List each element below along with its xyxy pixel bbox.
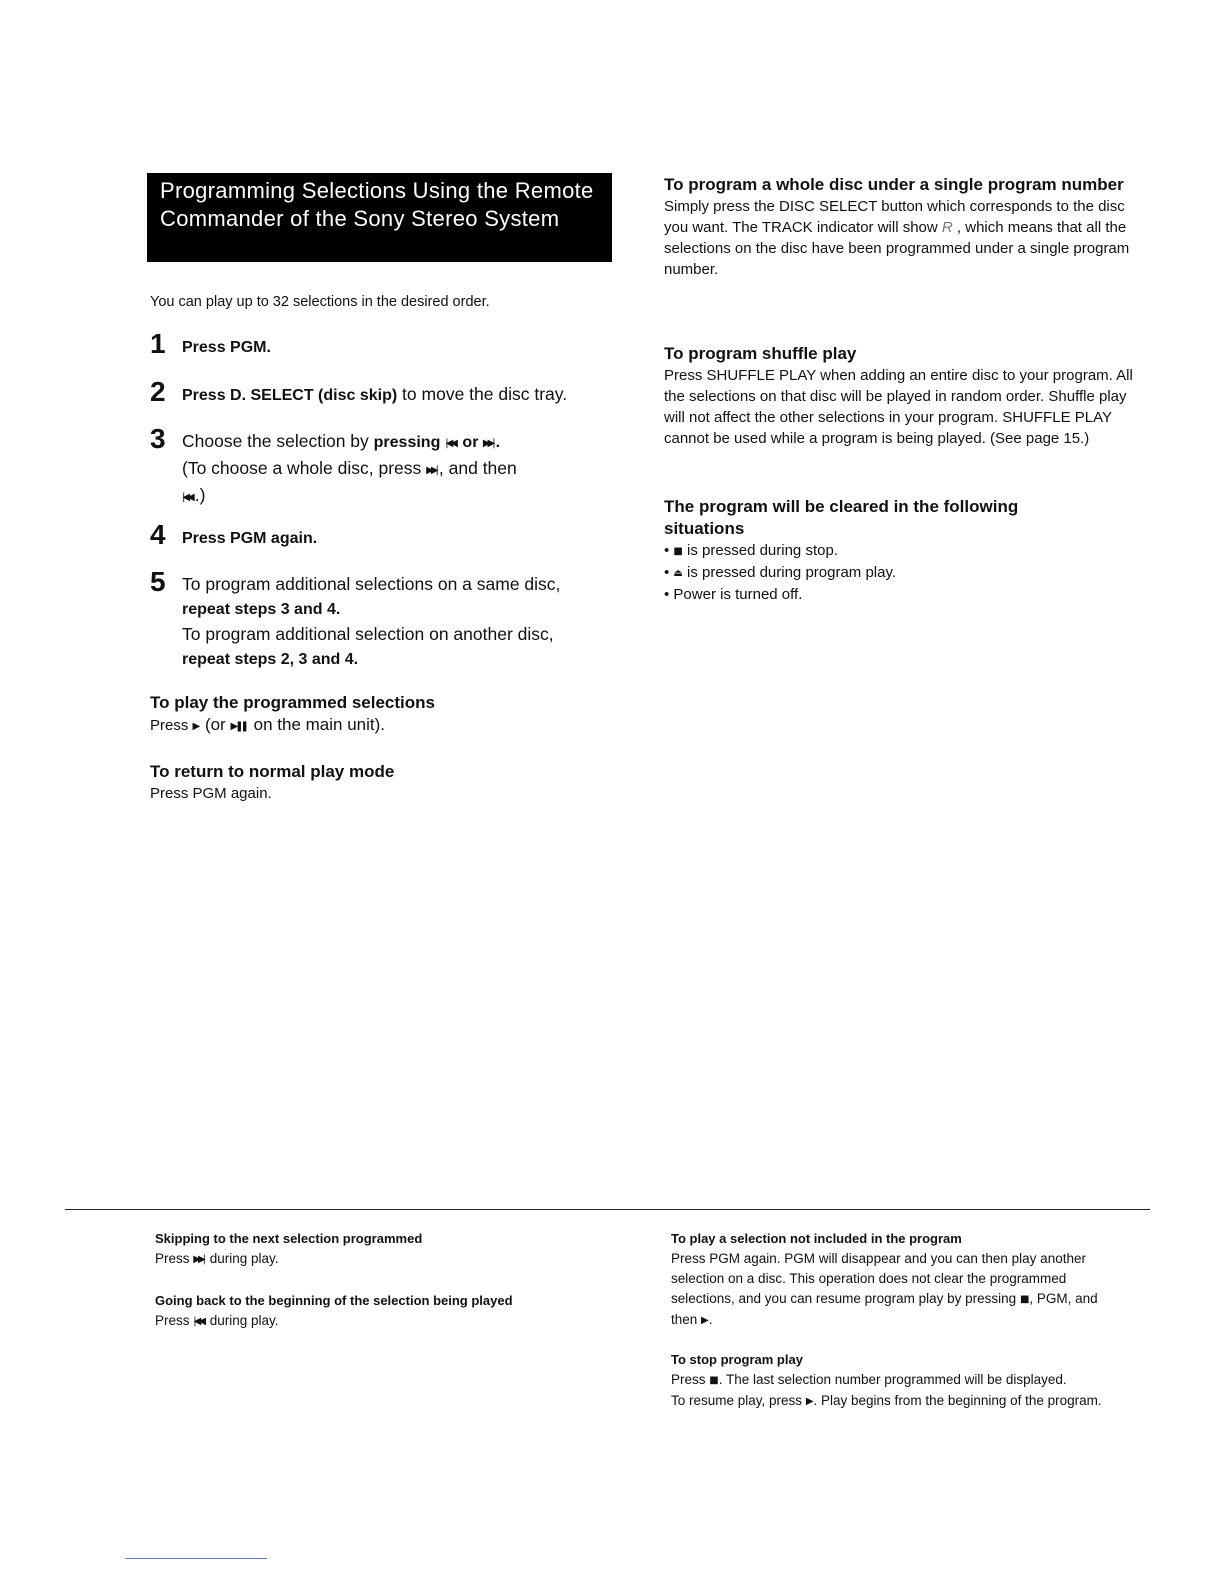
step-number: 2 (150, 376, 166, 407)
step-4 (150, 519, 630, 551)
text: is pressed during program play. (682, 564, 897, 581)
text: . Play begins from the beginning of the program. (813, 1393, 1102, 1408)
text: . (708, 1312, 713, 1327)
text: during play. (206, 1251, 279, 1266)
text: Simply press the DISC SELECT button which corresponds to the disc you want. The TRACK indicator will show (664, 198, 1125, 236)
step-text: .) (194, 485, 206, 505)
step-text: to move the disc tray. (397, 384, 568, 404)
step-text-bold: or (457, 434, 483, 451)
play-icon: ▶ (192, 721, 198, 732)
text: Press (150, 717, 193, 734)
text: on the main unit). (248, 715, 385, 734)
step-text-bold: repeat steps 3 and 4. (182, 601, 341, 618)
previous-track-icon: |◀◀ (182, 492, 192, 503)
step-text: To program additional selection on another disc, (182, 624, 554, 644)
note-heading: Going back to the beginning of the selection being played (155, 1293, 513, 1308)
play-icon: ▶ (701, 1315, 706, 1326)
text: To resume play, press (671, 1393, 806, 1408)
step-text: To program additional selections on a same disc, (182, 574, 561, 594)
step-2 (150, 376, 630, 408)
text: Power is turned off. (673, 586, 803, 603)
text: Press (155, 1251, 194, 1266)
text: Press SHUFFLE PLAY when adding an entire disc to your program. All the selections on that disc will be played in random order. Shuffle play will not affect the other selections in your program. SHUFFLE PLAY cannot be used while a program is being played. (See page 15.) (664, 367, 1133, 447)
footer-line (125, 1558, 267, 1559)
text: during play. (206, 1313, 279, 1328)
play-icon: ▶ (805, 1396, 811, 1407)
whole-disc-section (664, 174, 1139, 280)
next-track-icon: ▶▶| (193, 1254, 204, 1265)
not-included-note (671, 1229, 1121, 1331)
intro-text: You can play up to 32 selections in the desired order. (150, 294, 490, 310)
step-1 (150, 328, 630, 360)
track-indicator-symbol: R (941, 219, 953, 236)
list-item: • ⏏ is pressed during program play. (664, 562, 1084, 584)
step-number: 4 (150, 519, 166, 550)
next-track-icon: ▶▶| (426, 465, 436, 476)
page-title: Programming Selections Using the Remote Commander of the Sony Stereo System (147, 173, 612, 262)
step-text-bold: . (495, 434, 501, 451)
text: , which means that all the selections on the disc have been programmed under a single program number. (664, 219, 1130, 278)
step-number: 1 (150, 328, 166, 359)
play-section (150, 692, 620, 737)
text: Press (671, 1372, 710, 1387)
step-text-bold: repeat steps 2, 3 and 4. (182, 651, 359, 668)
section-heading: To program a whole disc under a single program number (664, 175, 1124, 194)
note-heading: Skipping to the next selection programmed (155, 1231, 423, 1246)
step-text: , and then (438, 458, 517, 478)
step-3 (150, 423, 630, 510)
step-text: Press PGM again. (182, 530, 318, 547)
section-heading: To program shuffle play (664, 344, 857, 363)
play-pause-icon: ▶❚❚ (230, 721, 246, 732)
shuffle-section (664, 343, 1139, 449)
previous-track-icon: |◀◀ (193, 1316, 204, 1327)
normal-mode-section (150, 761, 620, 804)
back-note (155, 1291, 625, 1332)
next-track-icon: ▶▶| (482, 438, 493, 449)
text: Press (155, 1313, 194, 1328)
cleared-section (664, 496, 1084, 605)
step-text-bold: Press D. SELECT (disc skip) (182, 387, 398, 404)
stop-note (671, 1350, 1126, 1412)
section-heading: The program will be cleared in the following situations (664, 497, 1019, 538)
list-item: • Power is turned off. (664, 586, 803, 603)
stop-icon: ■ (1019, 1294, 1027, 1305)
text: Press PGM again. (150, 785, 272, 802)
step-text: Choose the selection by (182, 431, 374, 451)
stop-icon: ■ (673, 546, 680, 557)
text: (or (200, 715, 231, 734)
step-5 (150, 566, 630, 672)
text: . The last selection number programmed will be displayed. (718, 1372, 1067, 1387)
stop-icon: ■ (709, 1375, 716, 1386)
previous-track-icon: |◀◀ (445, 438, 455, 449)
list-item: • ■ is pressed during stop. (664, 540, 1084, 562)
eject-icon: ⏏ (673, 568, 680, 579)
note-heading: To stop program play (671, 1352, 803, 1367)
divider (65, 1209, 1150, 1210)
section-heading: To return to normal play mode (150, 762, 395, 781)
text: is pressed during stop. (682, 542, 838, 559)
section-heading: To play the programmed selections (150, 693, 435, 712)
step-text: (To choose a whole disc, press (182, 458, 427, 478)
text: Press PGM again. PGM will disappear and you can then play another selection on a disc. This operation does not clear the programmed selections, and you can resume program play by pressing (671, 1251, 1086, 1306)
text: , PGM, and then (671, 1291, 1098, 1327)
step-number: 3 (150, 423, 166, 454)
step-text-bold: pressing (373, 434, 441, 451)
note-heading: To play a selection not included in the program (671, 1231, 962, 1246)
skip-note (155, 1229, 625, 1270)
step-number: 5 (150, 566, 166, 597)
step-text: Press PGM. (182, 339, 271, 356)
